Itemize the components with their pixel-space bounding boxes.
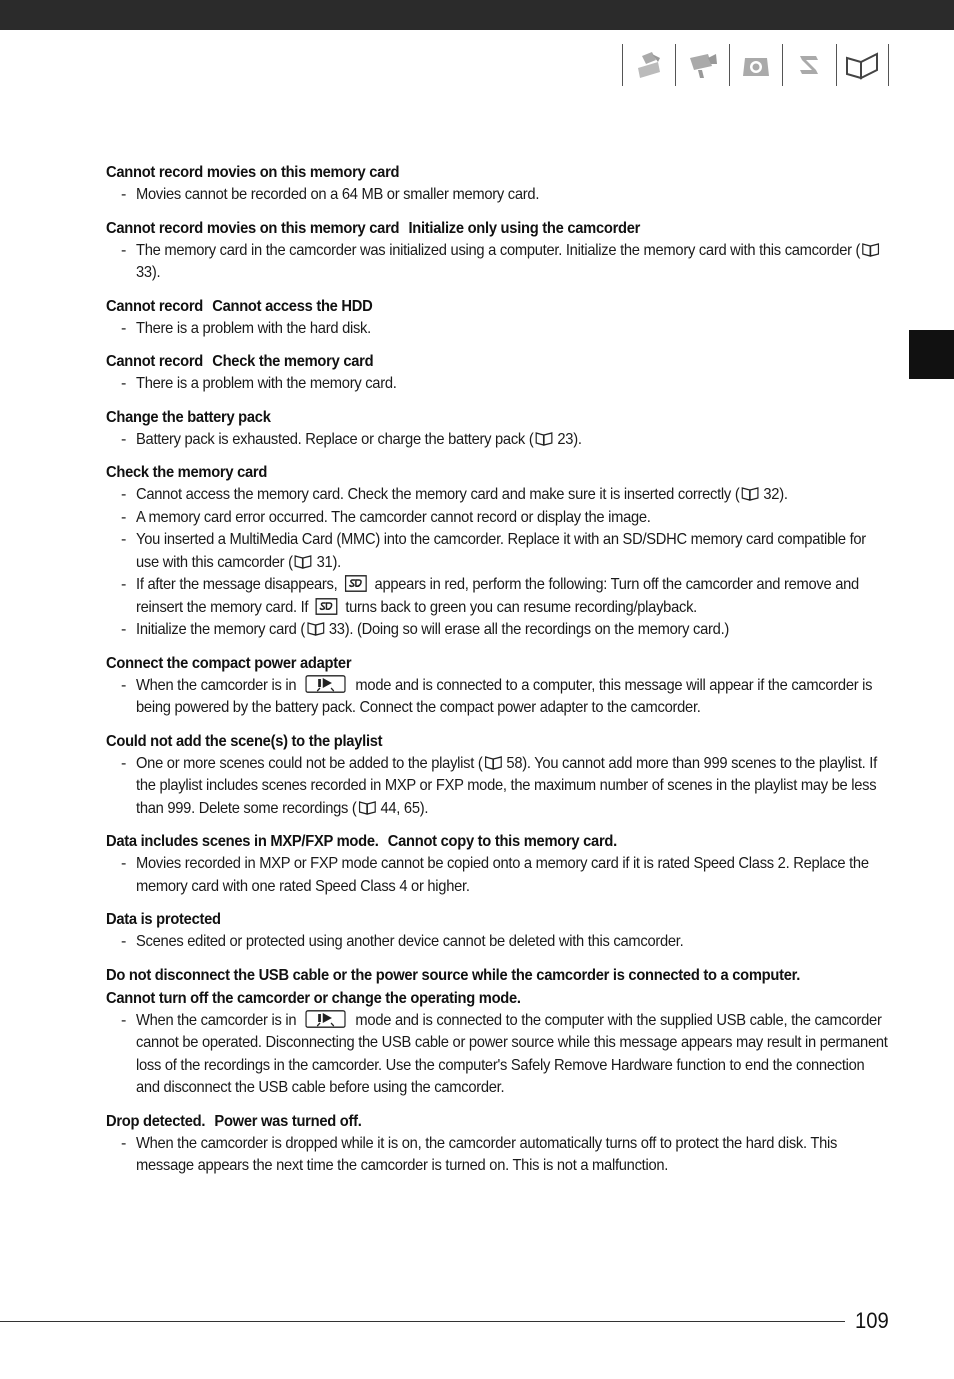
explanation-list xyxy=(106,429,896,452)
explanation-list xyxy=(106,1010,896,1100)
explanation-text: When the camcorder is dropped while it is on, the camcorder automatically turns off to protect the hard disk. This message appears the next time the camcorder is turned on. This is not a malfunction. xyxy=(136,1134,838,1174)
message-heading-part: Do not disconnect the USB cable or the power source while the camcorder is connected to a computer. xyxy=(106,966,801,984)
message-heading xyxy=(106,652,833,675)
explanation-text: There is a problem with the hard disk. xyxy=(136,319,371,337)
nav-cell-external[interactable] xyxy=(782,44,835,86)
explanation-text: Movies recorded in MXP or FXP mode cannot be copied onto a memory card if it is rated Speed Class 2. Replace the memory card with one rated Speed Class 4 or higher. xyxy=(136,855,869,895)
explanation-item xyxy=(106,574,896,619)
message-heading-part: Cannot access the HDD xyxy=(212,297,373,315)
message-heading xyxy=(106,461,833,484)
explanation-list xyxy=(106,373,896,396)
explanation-text: Initialize the memory card ( xyxy=(136,621,305,638)
section-nav-icons xyxy=(622,44,889,86)
explanation-item xyxy=(106,429,896,452)
explanation-text: 58). You cannot add more than 999 scenes to the playlist. If the playlist includes scenes recorded in MXP or FXP mode, the maximum number of scenes in the playlist may be less than 999. Delete some recordings ( xyxy=(136,754,877,817)
explanation-list xyxy=(106,484,896,642)
explanation-text: A memory card error occurred. The camcorder cannot record or display the image. xyxy=(136,508,651,526)
message-heading-part: Cannot record xyxy=(106,353,204,370)
message-entry xyxy=(106,730,896,821)
nav-cell-movie[interactable] xyxy=(675,44,728,86)
explanation-text: Cannot access the memory card. Check the memory card and make sure it is inserted correctly ( xyxy=(136,486,740,503)
camera-icon xyxy=(737,48,775,82)
explanation-item xyxy=(106,675,896,720)
message-entry xyxy=(106,217,896,285)
book-reference-icon xyxy=(295,555,312,569)
message-entry xyxy=(106,964,896,1100)
playback-mode-icon xyxy=(306,675,346,693)
explanation-text: 23). xyxy=(557,430,582,448)
explanation-list xyxy=(106,1133,896,1178)
explanation-list xyxy=(106,318,896,341)
explanation-item xyxy=(106,619,896,642)
sd-card-icon xyxy=(345,575,367,592)
message-heading-part: Data includes scenes in MXP/FXP mode. xyxy=(106,833,379,850)
explanation-item xyxy=(106,240,896,285)
message-heading-part: Data is protected xyxy=(106,911,221,928)
nav-cell-photo[interactable] xyxy=(729,44,782,86)
explanation-text: The memory card in the camcorder was initialized using a computer. Initialize the memory card with this camcorder ( xyxy=(136,241,861,259)
external-connection-icon xyxy=(790,48,828,82)
explanation-text: 32). xyxy=(763,486,788,503)
explanation-list xyxy=(106,184,896,207)
playback-mode-icon xyxy=(306,1010,346,1028)
explanation-text: Battery pack is exhausted. Replace or charge the battery pack ( xyxy=(136,430,534,448)
explanation-text: Scenes edited or protected using another device cannot be deleted with this camcorder. xyxy=(136,933,684,950)
book-reference-icon xyxy=(358,801,375,815)
message-heading xyxy=(106,406,833,429)
book-icon xyxy=(843,48,881,82)
footer-rule xyxy=(0,1321,845,1322)
message-heading-part: Cannot record movies on this memory card xyxy=(106,164,400,181)
message-heading xyxy=(106,830,833,853)
message-heading-part: Change the battery pack xyxy=(106,408,271,426)
explanation-text: turns back to green you can resume recording/playback. xyxy=(341,598,697,616)
message-heading-part: Cannot record movies on this memory card xyxy=(106,219,400,237)
message-heading-part: Could not add the scene(s) to the playlist xyxy=(106,732,383,750)
explanation-text: mode and is connected to the computer with the supplied USB cable, the camcorder cannot be operated. Disconnecting the USB cable or power source while this message appears may result in permanent loss of the recordings in the camcorder. Use the computer's Safely Remove Hardware function to end the connection and disconnect the USB cable before using the camcorder. xyxy=(136,1011,888,1096)
explanation-item xyxy=(106,853,896,898)
message-heading-part: Connect the compact power adapter xyxy=(106,654,352,672)
book-reference-icon xyxy=(484,756,501,770)
explanation-list xyxy=(106,853,896,898)
explanation-item xyxy=(106,529,896,574)
explanation-item xyxy=(106,484,896,507)
explanation-text: 33). (Doing so will erase all the recordings on the memory card.) xyxy=(328,621,730,638)
explanation-item xyxy=(106,931,896,954)
message-heading xyxy=(106,295,833,318)
message-heading-line2: Cannot turn off the camcorder or change the operating mode. xyxy=(106,989,521,1007)
message-heading xyxy=(106,908,833,931)
explanation-text: If after the message disappears, xyxy=(136,576,342,593)
explanation-text: 44, 65). xyxy=(380,799,429,817)
message-entry xyxy=(106,295,896,341)
message-entry xyxy=(106,161,896,207)
explanation-item xyxy=(106,1010,896,1100)
explanation-list xyxy=(106,240,896,285)
nav-cell-preparation[interactable] xyxy=(622,44,675,86)
message-entry xyxy=(106,406,896,452)
message-heading-part: Initialize only using the camcorder xyxy=(408,219,641,237)
message-entry xyxy=(106,652,896,720)
explanation-text: mode and is connected to a computer, this message will appear if the camcorder is being powered by the battery pack. Connect the compact power adapter to the camcorder. xyxy=(136,676,873,716)
explanation-text: Movies cannot be recorded on a 64 MB or smaller memory card. xyxy=(136,186,540,203)
explanation-text: When the camcorder is in xyxy=(136,676,301,694)
book-reference-icon xyxy=(741,487,758,501)
message-heading-part: Cannot copy to this memory card. xyxy=(387,833,617,850)
explanation-text: 31). xyxy=(316,553,341,571)
explanation-list xyxy=(106,931,896,954)
message-heading xyxy=(106,161,833,184)
explanation-item xyxy=(106,318,896,341)
explanation-item xyxy=(106,753,896,821)
explanation-item xyxy=(106,184,896,207)
page-number: 109 xyxy=(855,1308,889,1333)
message-heading xyxy=(106,350,833,373)
message-entry xyxy=(106,350,896,396)
explanation-text: One or more scenes could not be added to the playlist ( xyxy=(136,754,483,772)
explanation-text: You inserted a MultiMedia Card (MMC) into the camcorder. Replace it with an SD/SDHC memory card compatible for use with this camcorder ( xyxy=(136,531,866,571)
explanation-item xyxy=(106,373,896,396)
message-heading-part: Cannot record xyxy=(106,297,204,315)
message-entry xyxy=(106,461,896,642)
top-header-bar xyxy=(0,0,954,30)
message-heading-part: Power was turned off. xyxy=(214,1112,362,1130)
explanation-item xyxy=(106,1133,896,1178)
message-heading xyxy=(106,964,833,987)
explanation-list xyxy=(106,753,896,821)
message-entry xyxy=(106,1110,896,1178)
message-heading xyxy=(106,730,833,753)
message-heading-part: Check the memory card xyxy=(106,464,268,481)
explanation-text: When the camcorder is in xyxy=(136,1011,301,1029)
movie-camera-icon xyxy=(684,48,722,82)
message-heading-part: Check the memory card xyxy=(212,353,374,370)
book-reference-icon xyxy=(307,622,324,636)
message-entry xyxy=(106,830,896,898)
message-heading xyxy=(106,1110,833,1133)
book-reference-icon xyxy=(862,243,879,257)
explanation-item xyxy=(106,507,896,530)
preparation-icon xyxy=(630,48,668,82)
sd-card-icon xyxy=(316,598,338,615)
explanation-list xyxy=(106,675,896,720)
explanation-text: appears in red, perform the following: Turn off the camcorder and remove and reinsert the memory card. If xyxy=(136,576,859,616)
message-list xyxy=(106,161,896,1188)
message-entry xyxy=(106,908,896,954)
message-heading-part: Drop detected. xyxy=(106,1112,206,1130)
book-reference-icon xyxy=(535,432,552,446)
explanation-text: 33). xyxy=(136,264,161,281)
message-heading xyxy=(106,217,833,240)
explanation-text: There is a problem with the memory card. xyxy=(136,375,397,392)
nav-cell-additional-info[interactable] xyxy=(836,44,889,86)
